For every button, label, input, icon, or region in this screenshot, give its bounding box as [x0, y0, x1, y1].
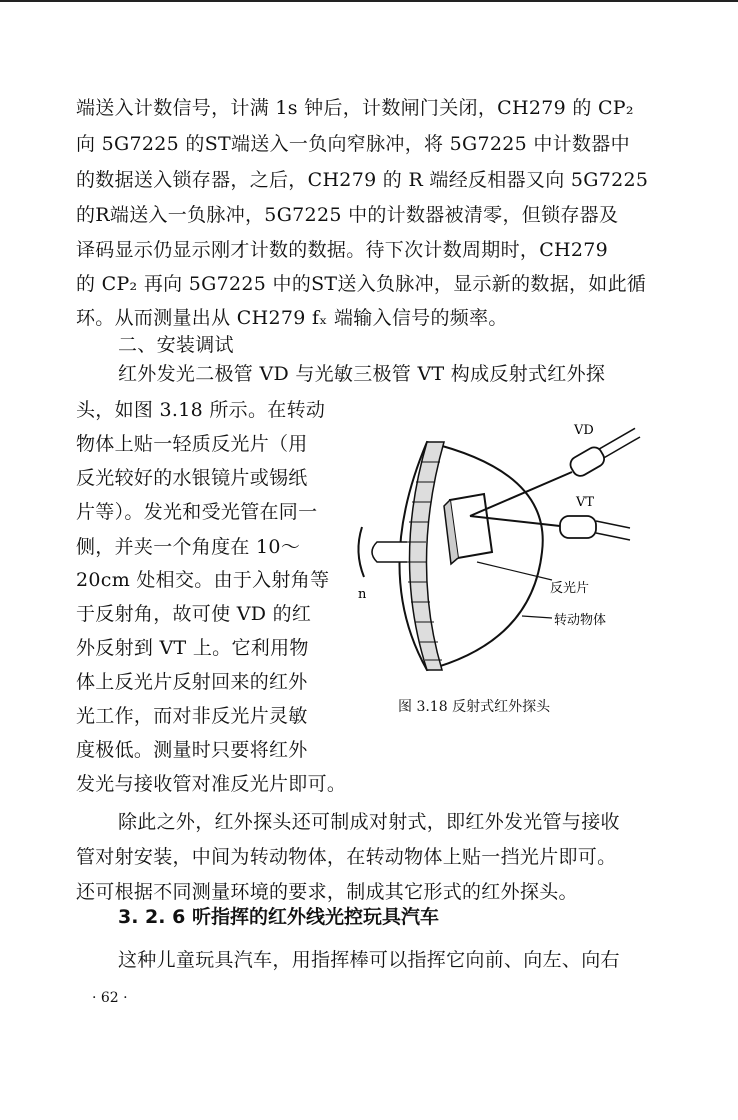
rotating-body-leader	[522, 616, 552, 618]
label-vt: VT	[576, 495, 595, 510]
text-line-3: 的数据送入锁存器，之后，CH279 的 R 端经反相器又向 5G7225	[76, 169, 649, 191]
text-line-12: 反光较好的水银镜片或锡纸	[76, 467, 308, 489]
text-line-24: 还可根据不同测量环境的要求，制成其它形式的红外探头。	[76, 881, 578, 903]
text-line-15: 20cm 处相交。由于入射角等	[76, 569, 330, 591]
text-line-16: 于反射角，故可使 VD 的红	[76, 603, 312, 625]
text-line-22: 除此之外，红外探头还可制成对射式，即红外发光管与接收	[118, 811, 620, 833]
text-line-20: 度极低。测量时只要将红外	[76, 739, 308, 761]
shaft	[372, 542, 407, 562]
label-reflector: 反光片	[550, 581, 590, 596]
text-line-11: 物体上贴一轻质反光片（用	[76, 433, 308, 455]
text-line-17: 外反射到 VT 上。它利用物	[76, 637, 309, 659]
vd-beam	[470, 472, 572, 516]
text-line-1: 端送入计数信号，计满 1s 钟后，计数闸门关闭，CH279 的 CP₂	[76, 97, 634, 119]
last-text-line: 这种儿童玩具汽车，用指挥棒可以指挥它向前、向左、向右	[118, 949, 620, 971]
text-line-10: 头，如图 3.18 所示。在转动	[76, 399, 326, 421]
figure-caption: 图 3.18 反射式红外探头	[398, 699, 551, 715]
text-line-2: 向 5G7225 的ST端送入一负向窄脉冲，将 5G7225 中计数器中	[76, 133, 630, 155]
text-line-13: 片等）。发光和受光管在同一	[76, 501, 318, 523]
label-n: n	[358, 587, 367, 602]
text-line-5: 译码显示仍显示刚才计数的数据。待下次计数周期时，CH279	[76, 239, 609, 261]
section-heading: 3. 2. 6 听指挥的红外线光控玩具汽车	[118, 906, 439, 928]
text-line-19: 光工作，而对非反光片灵敏	[76, 705, 308, 727]
page-top-rule	[0, 0, 738, 2]
reflective-ir-probe-figure	[352, 412, 642, 682]
vt-receiver	[560, 516, 630, 540]
text-line-23: 管对射安装，中间为转动物体，在转动物体上贴一挡光片即可。	[76, 846, 617, 868]
text-line-7: 环。从而测量出从 CH279 fₓ 端输入信号的频率。	[76, 307, 508, 329]
text-line-18: 体上反光片反射回来的红外	[76, 671, 308, 693]
text-line-4: 的R端送入一负脉冲，5G7225 中的计数器被清零，但锁存器及	[76, 204, 619, 226]
rotation-arrow	[358, 527, 364, 577]
page-number: · 62 ·	[92, 990, 128, 1006]
label-vd: VD	[574, 423, 594, 438]
text-line-9: 红外发光二极管 VD 与光敏三极管 VT 构成反射式红外探	[118, 363, 606, 385]
subsection-title: 二、安装调试	[118, 334, 234, 356]
text-line-6: 的 CP₂ 再向 5G7225 中的ST送入负脉冲，显示新的数据，如此循	[76, 273, 647, 295]
text-line-21: 发光与接收管对准反光片即可。	[76, 773, 347, 795]
label-rotating-body: 转动物体	[554, 613, 607, 628]
text-line-14: 侧，并夹一个角度在 10～	[76, 536, 301, 558]
